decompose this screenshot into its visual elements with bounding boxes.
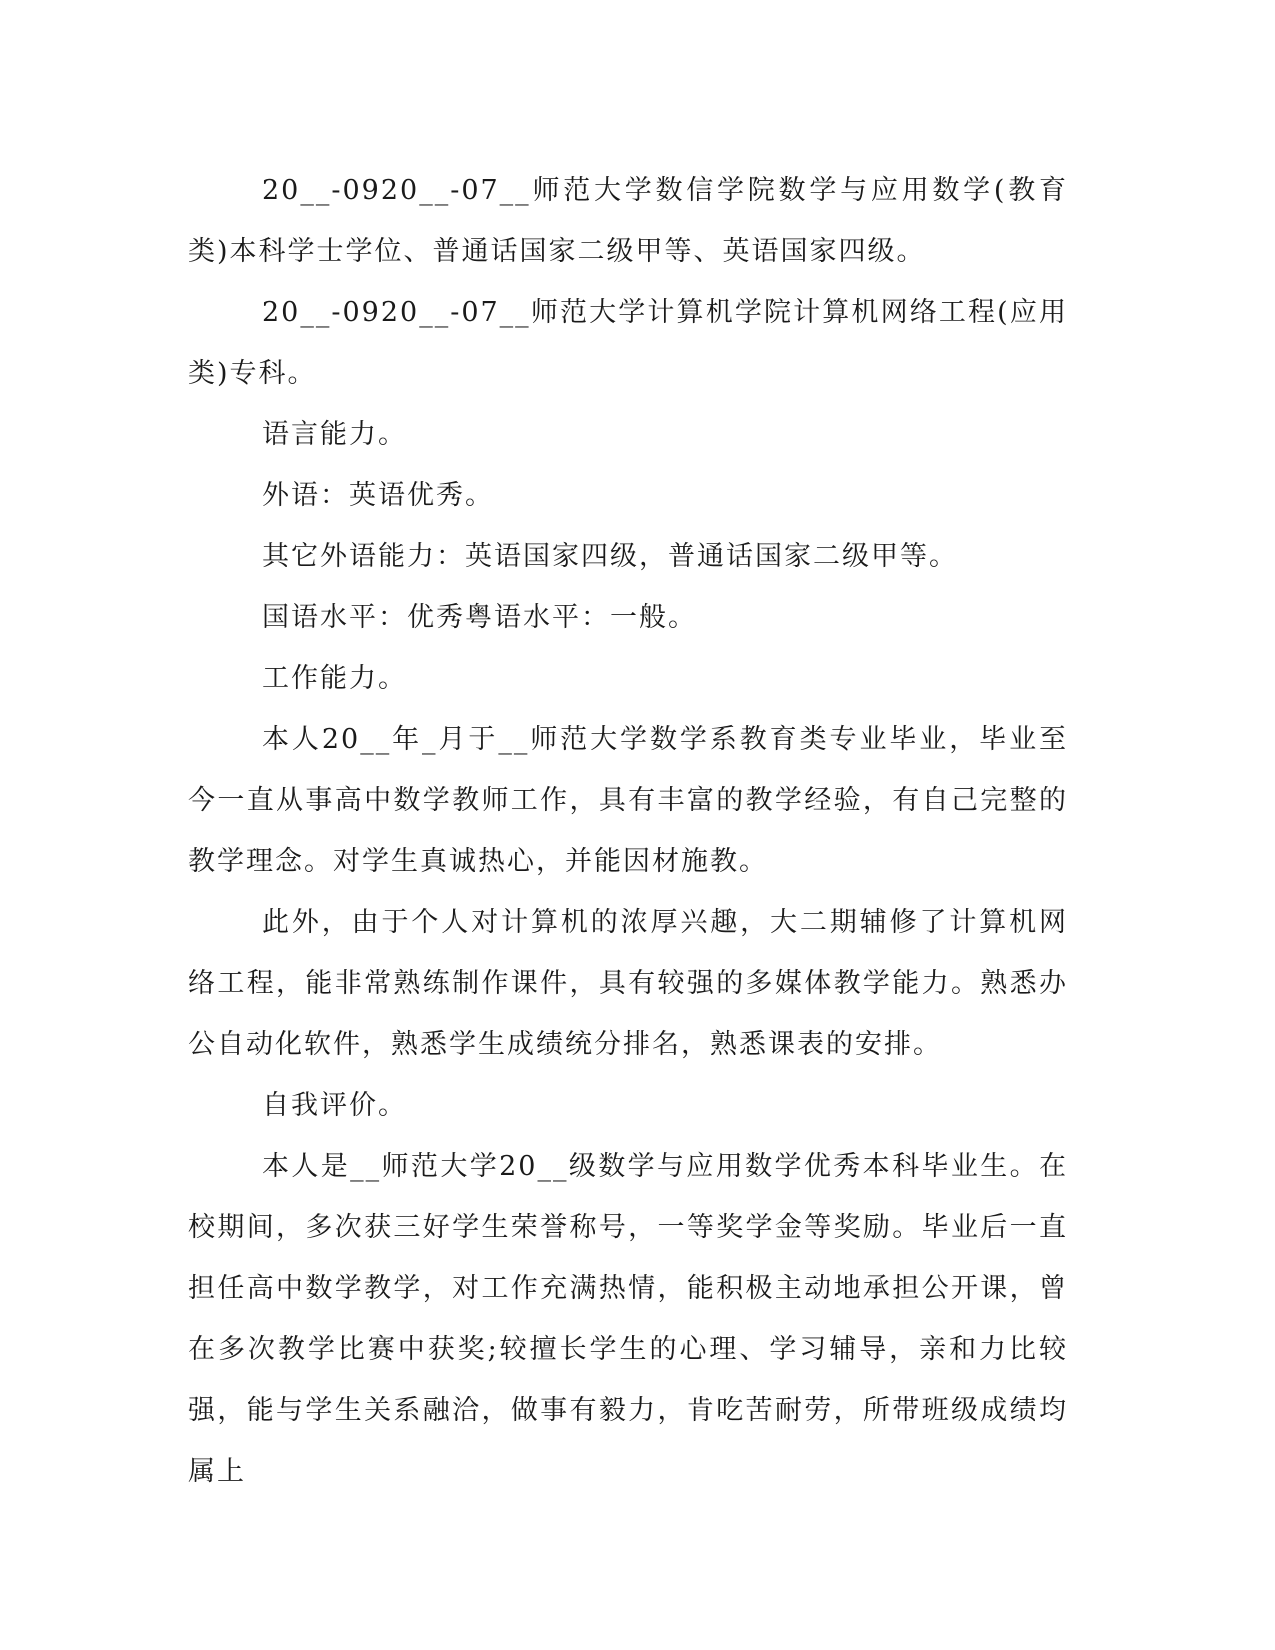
paragraph-mandarin-cantonese: 国语水平：优秀粤语水平：一般。 xyxy=(262,602,697,633)
paragraph-work-experience: 本人20__年_月于__师范大学数学系教育类专业毕业，毕业至今一直从事高中数学教师工作，具有丰富的教学经验，有自己完整的教学理念。对学生真诚热心，并能因材施教。 xyxy=(188,724,1068,877)
paragraph-education-math: 20__-0920__-07__师范大学数信学院数学与应用数学(教育类)本科学士学位、普通话国家二级甲等、英语国家四级。 xyxy=(188,175,1068,267)
paragraph-foreign-language: 外语：英语优秀。 xyxy=(262,480,494,511)
heading-language-ability: 语言能力。 xyxy=(262,419,407,450)
heading-work-ability: 工作能力。 xyxy=(262,663,407,694)
paragraph-other-language: 其它外语能力：英语国家四级，普通话国家二级甲等。 xyxy=(262,541,958,572)
paragraph-computer-skills: 此外，由于个人对计算机的浓厚兴趣，大二期辅修了计算机网络工程，能非常熟练制作课件，具有较强的多媒体教学能力。熟悉办公自动化软件，熟悉学生成绩统分排名，熟悉课表的安排。 xyxy=(188,907,1068,1060)
heading-self-evaluation: 自我评价。 xyxy=(262,1090,407,1121)
paragraph-self-evaluation: 本人是__师范大学20__级数学与应用数学优秀本科毕业生。在校期间，多次获三好学生荣誉称号，一等奖学金等奖励。毕业后一直担任高中数学教学，对工作充满热情，能积极主动地承担公开课，曾在多次教学比赛中获奖;较擅长学生的心理、学习辅导，亲和力比较强，能与学生关系融洽，做事有毅力，肯吃苦耐劳，所带班级成绩均属上 xyxy=(188,1151,1068,1487)
document-body xyxy=(188,160,1068,1502)
paragraph-education-computer: 20__-0920__-07__师范大学计算机学院计算机网络工程(应用类)专科。 xyxy=(188,297,1068,389)
